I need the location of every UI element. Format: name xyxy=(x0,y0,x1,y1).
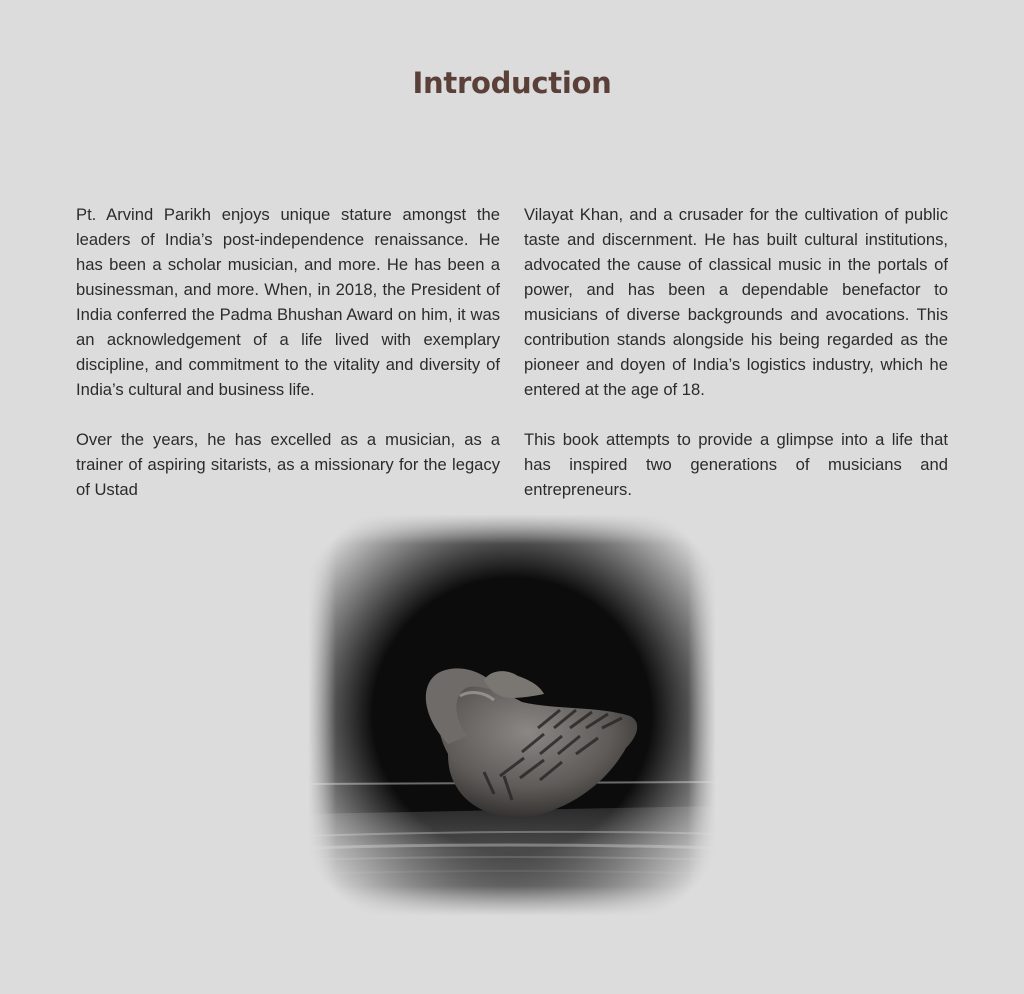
paragraph: Vilayat Khan, and a crusader for the cultivation of public taste and discernment. He has built cultural institutions, advocated the cause of classical music in the portals of power, and has been a dependable benefactor to musicians of diverse backgrounds and avocations. This contribution stands alongside his being regarded as the pioneer and doyen of India’s logistics industry, which he entered at the age of 18. xyxy=(524,205,948,399)
left-text-column xyxy=(76,202,500,527)
page-title: Introduction xyxy=(412,66,612,100)
paragraph: This book attempts to provide a glimpse into a life that has inspired two generations of musicians and entrepreneurs. xyxy=(524,430,948,499)
swan-figurine-photo xyxy=(308,514,716,916)
paragraph: Pt. Arvind Parikh enjoys unique stature amongst the leaders of India’s post-independence renaissance. He has been a scholar musician, and more. He has been a businessman, and more. When, in 2018, the President of India conferred the Padma Bhushan Award on him, it was an acknowledgement of a life lived with exemplary discipline, and commitment to the vitality and diversity of India’s cultural and business life. xyxy=(76,205,500,399)
right-text-column xyxy=(524,202,948,527)
paragraph: Over the years, he has excelled as a musician, as a trainer of aspiring sitarists, as a missionary for the legacy of Ustad xyxy=(76,430,500,499)
